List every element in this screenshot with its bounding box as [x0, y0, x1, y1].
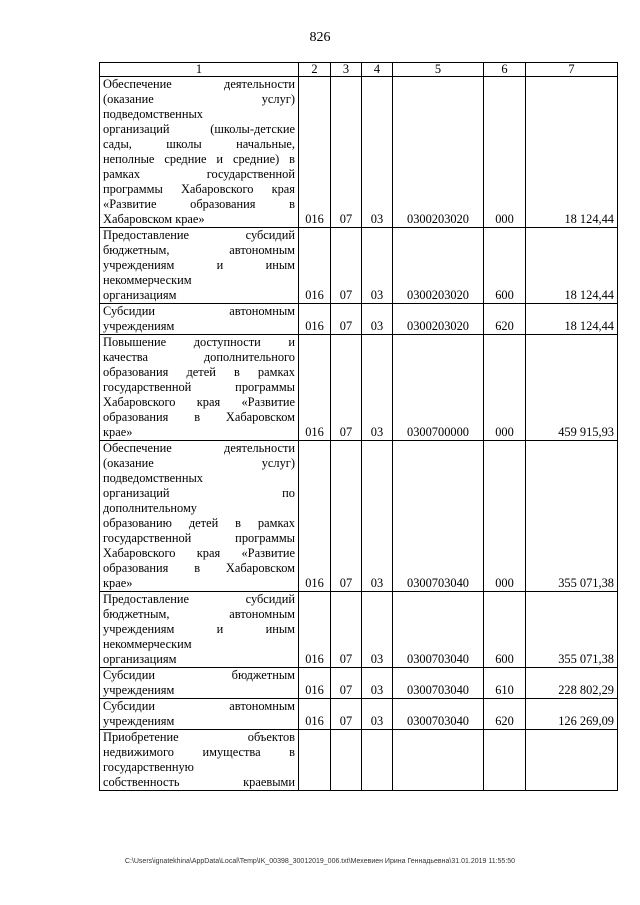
section-cell: 07	[331, 228, 362, 304]
subsection-cell: 03	[362, 77, 393, 228]
amount-cell: 18 124,44	[526, 77, 618, 228]
section-cell: 07	[331, 335, 362, 441]
table-row	[100, 304, 618, 335]
target-article-cell: 0300203020	[393, 228, 484, 304]
row-name-line: собственность краевыми	[103, 775, 295, 789]
row-name-line: бюджетным, автономным	[103, 607, 295, 621]
table-row	[100, 668, 618, 699]
row-name-line: Обеспечение деятельности	[103, 77, 295, 91]
row-name-cell	[100, 77, 299, 228]
row-name-line: государственной программы	[103, 531, 295, 545]
expense-type-cell: 620	[484, 699, 526, 730]
amount-cell: 355 071,38	[526, 441, 618, 592]
expense-type-cell: 000	[484, 335, 526, 441]
row-name-line: некоммерческим	[103, 273, 192, 287]
code-cell: 016	[299, 668, 331, 699]
row-name-line: рамках государственной	[103, 167, 295, 181]
subsection-cell: 03	[362, 668, 393, 699]
row-name-cell	[100, 668, 299, 699]
expense-type-cell: 000	[484, 77, 526, 228]
section-cell: 07	[331, 77, 362, 228]
amount-cell: 228 802,29	[526, 668, 618, 699]
subsection-cell: 03	[362, 304, 393, 335]
row-name-line: программы Хабаровского края	[103, 182, 295, 196]
row-name-line: Обеспечение деятельности	[103, 441, 295, 455]
target-article-cell: 0300703040	[393, 699, 484, 730]
amount-cell: 355 071,38	[526, 592, 618, 668]
expense-type-cell: 600	[484, 592, 526, 668]
table-header-row	[100, 63, 618, 77]
row-name-line: неполные средние и средние) в	[103, 152, 295, 166]
row-name-line: Хабаровском крае»	[103, 212, 205, 226]
row-name-line: крае»	[103, 576, 133, 590]
row-name-line: качества дополнительного	[103, 350, 295, 364]
row-name-line: учреждениям	[103, 683, 175, 697]
row-name-line: недвижимого имущества в	[103, 745, 295, 759]
row-name-line: сады, школы начальные,	[103, 137, 295, 151]
table-row	[100, 77, 618, 228]
header-cell: 4	[362, 63, 393, 77]
row-name-cell	[100, 592, 299, 668]
expense-type-cell: 620	[484, 304, 526, 335]
row-name-line: Субсидии автономным	[103, 699, 295, 713]
amount-cell: 126 269,09	[526, 699, 618, 730]
code-cell: 016	[299, 77, 331, 228]
table-row	[100, 441, 618, 592]
header-cell: 5	[393, 63, 484, 77]
section-cell: 07	[331, 699, 362, 730]
subsection-cell	[362, 730, 393, 791]
row-name-line: образования детей в рамках	[103, 365, 295, 379]
file-path-footer: C:\Users\ignatekhina\AppData\Local\Temp\IK_00398_30012019_006.txt\Мехевиен Ирина Геннадьевна\31.01.2019 11:55:50	[124, 858, 516, 865]
table-row	[100, 228, 618, 304]
target-article-cell: 0300703040	[393, 441, 484, 592]
table-row	[100, 699, 618, 730]
row-name-line: Субсидии автономным	[103, 304, 295, 318]
row-name-line: государственной программы	[103, 380, 295, 394]
target-article-cell: 0300703040	[393, 668, 484, 699]
row-name-line: учреждениям и иным	[103, 622, 295, 636]
expense-type-cell: 610	[484, 668, 526, 699]
section-cell: 07	[331, 592, 362, 668]
code-cell: 016	[299, 441, 331, 592]
table-row	[100, 335, 618, 441]
target-article-cell: 0300700000	[393, 335, 484, 441]
row-name-line: Хабаровского края «Развитие	[103, 546, 295, 560]
section-cell: 07	[331, 668, 362, 699]
row-name-line: «Развитие образования в	[103, 197, 295, 211]
row-name-cell	[100, 335, 299, 441]
code-cell: 016	[299, 592, 331, 668]
row-name-line: (оказание услуг)	[103, 456, 295, 470]
subsection-cell: 03	[362, 335, 393, 441]
row-name-line: дополнительному	[103, 501, 197, 515]
row-name-line: подведомственных	[103, 107, 203, 121]
row-name-line: Приобретение объектов	[103, 730, 295, 744]
row-name-line: Хабаровского края «Развитие	[103, 395, 295, 409]
row-name-line: подведомственных	[103, 471, 203, 485]
code-cell: 016	[299, 228, 331, 304]
section-cell	[331, 730, 362, 791]
row-name-line: учреждениям	[103, 714, 175, 728]
table-row	[100, 730, 618, 791]
header-cell: 7	[526, 63, 618, 77]
subsection-cell: 03	[362, 441, 393, 592]
header-cell: 2	[299, 63, 331, 77]
amount-cell: 459 915,93	[526, 335, 618, 441]
code-cell	[299, 730, 331, 791]
row-name-line: государственную	[103, 760, 194, 774]
target-article-cell: 0300203020	[393, 304, 484, 335]
expense-type-cell: 000	[484, 441, 526, 592]
row-name-cell	[100, 304, 299, 335]
row-name-line: образования в Хабаровском	[103, 561, 295, 575]
row-name-line: Предоставление субсидий	[103, 228, 295, 242]
target-article-cell: 0300703040	[393, 592, 484, 668]
section-cell: 07	[331, 441, 362, 592]
row-name-line: организаций (школы-детские	[103, 122, 295, 136]
code-cell: 016	[299, 304, 331, 335]
header-cell: 3	[331, 63, 362, 77]
row-name-cell	[100, 699, 299, 730]
amount-cell	[526, 730, 618, 791]
row-name-line: крае»	[103, 425, 133, 439]
subsection-cell: 03	[362, 699, 393, 730]
code-cell: 016	[299, 699, 331, 730]
row-name-line: Субсидии бюджетным	[103, 668, 295, 682]
row-name-line: некоммерческим	[103, 637, 192, 651]
header-cell: 6	[484, 63, 526, 77]
row-name-line: образованию детей в рамках	[103, 516, 295, 530]
page-number: 826	[309, 30, 331, 45]
target-article-cell	[393, 730, 484, 791]
row-name-line: организациям	[103, 652, 177, 666]
amount-cell: 18 124,44	[526, 228, 618, 304]
row-name-cell	[100, 441, 299, 592]
subsection-cell: 03	[362, 228, 393, 304]
row-name-line: организациям	[103, 288, 177, 302]
budget-table	[99, 62, 618, 791]
row-name-line: образования в Хабаровском	[103, 410, 295, 424]
row-name-line: учреждениям	[103, 319, 175, 333]
row-name-cell	[100, 228, 299, 304]
row-name-line: бюджетным, автономным	[103, 243, 295, 257]
subsection-cell: 03	[362, 592, 393, 668]
row-name-line: (оказание услуг)	[103, 92, 295, 106]
section-cell: 07	[331, 304, 362, 335]
row-name-line: Повышение доступности и	[103, 335, 295, 349]
amount-cell: 18 124,44	[526, 304, 618, 335]
table-row	[100, 592, 618, 668]
header-cell: 1	[100, 63, 299, 77]
row-name-cell	[100, 730, 299, 791]
row-name-line: учреждениям и иным	[103, 258, 295, 272]
row-name-line: Предоставление субсидий	[103, 592, 295, 606]
expense-type-cell: 600	[484, 228, 526, 304]
code-cell: 016	[299, 335, 331, 441]
expense-type-cell	[484, 730, 526, 791]
row-name-line: организаций по	[103, 486, 295, 500]
target-article-cell: 0300203020	[393, 77, 484, 228]
